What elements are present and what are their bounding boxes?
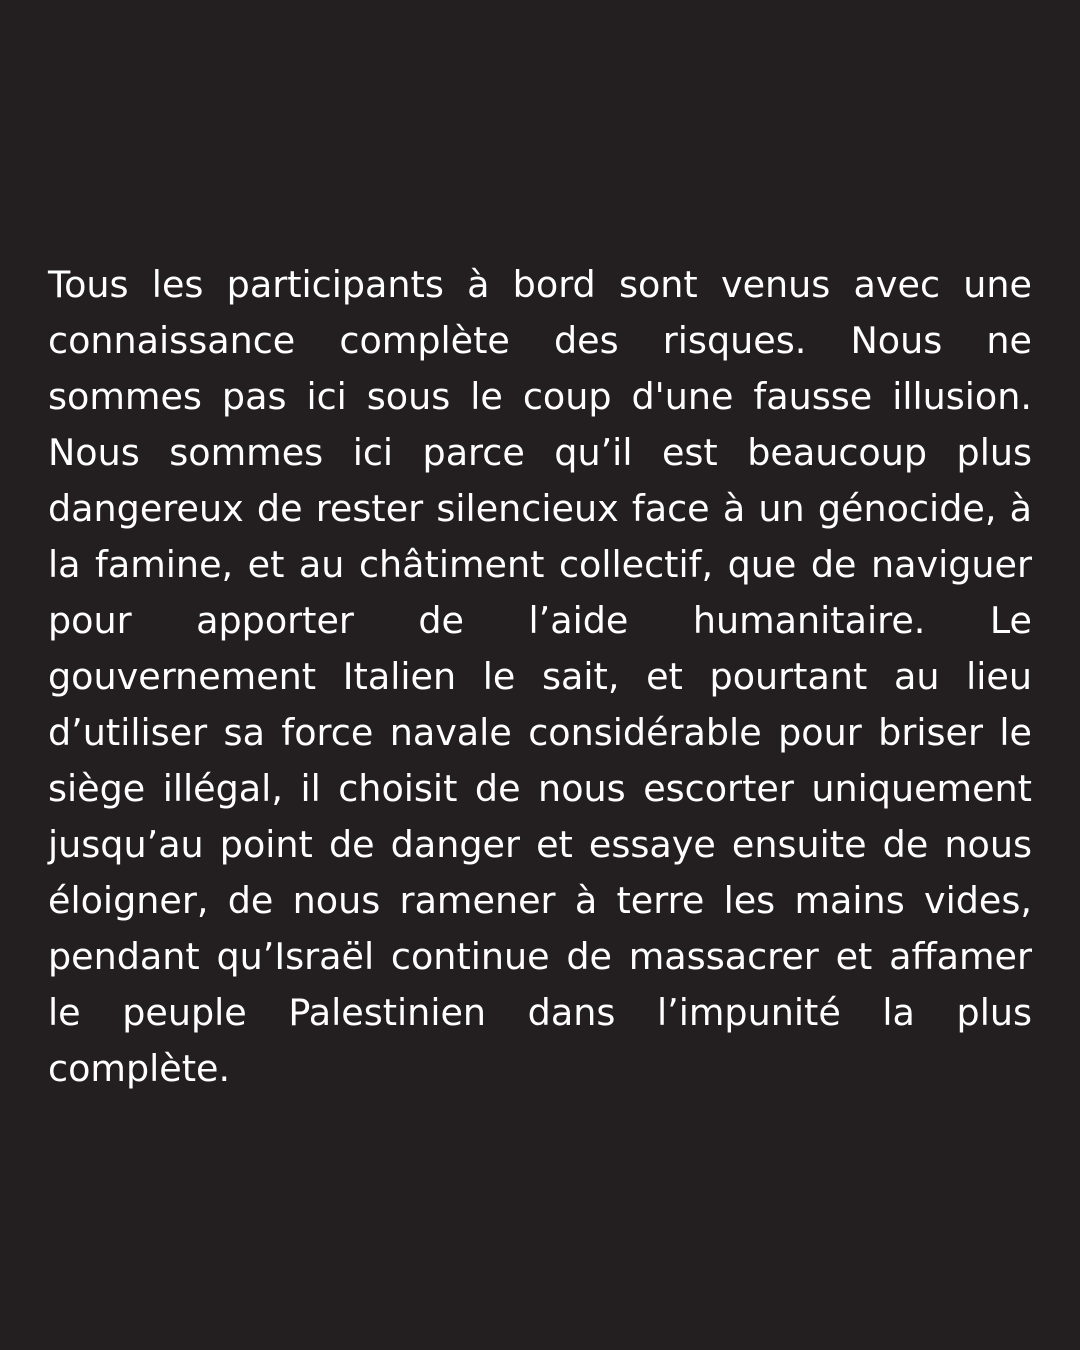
paragraph-line: sommes pas ici sous le coup d'une fausse illusion. [48,375,1032,418]
paragraph-line: éloigner, de nous ramener à terre les mains vides, [48,879,1032,922]
paragraph-line: pour apporter de l’aide humanitaire. Le [48,599,1032,642]
paragraph-line-last: complète. [48,1047,231,1090]
paragraph-line: la famine, et au châtiment collectif, que de naviguer [48,543,1032,586]
paragraph-line: connaissance complète des risques. Nous ne [48,319,1032,362]
paragraph-line: gouvernement Italien le sait, et pourtant au lieu [48,655,1032,698]
paragraph-line: siège illégal, il choisit de nous escorter uniquement [48,767,1032,810]
paragraph-line: pendant qu’Israël continue de massacrer et affamer [48,935,1032,978]
paragraph-line: le peuple Palestinien dans l’impunité la plus [48,991,1032,1034]
paragraph-line: jusqu’au point de danger et essaye ensuite de nous [48,823,1032,866]
paragraph-line: dangereux de rester silencieux face à un génocide, à [48,487,1032,530]
statement-paragraph [48,257,1032,1097]
paragraph-line: d’utiliser sa force navale considérable pour briser le [48,711,1032,754]
paragraph-line: Nous sommes ici parce qu’il est beaucoup plus [48,431,1032,474]
paragraph-line: Tous les participants à bord sont venus avec une [48,263,1032,306]
